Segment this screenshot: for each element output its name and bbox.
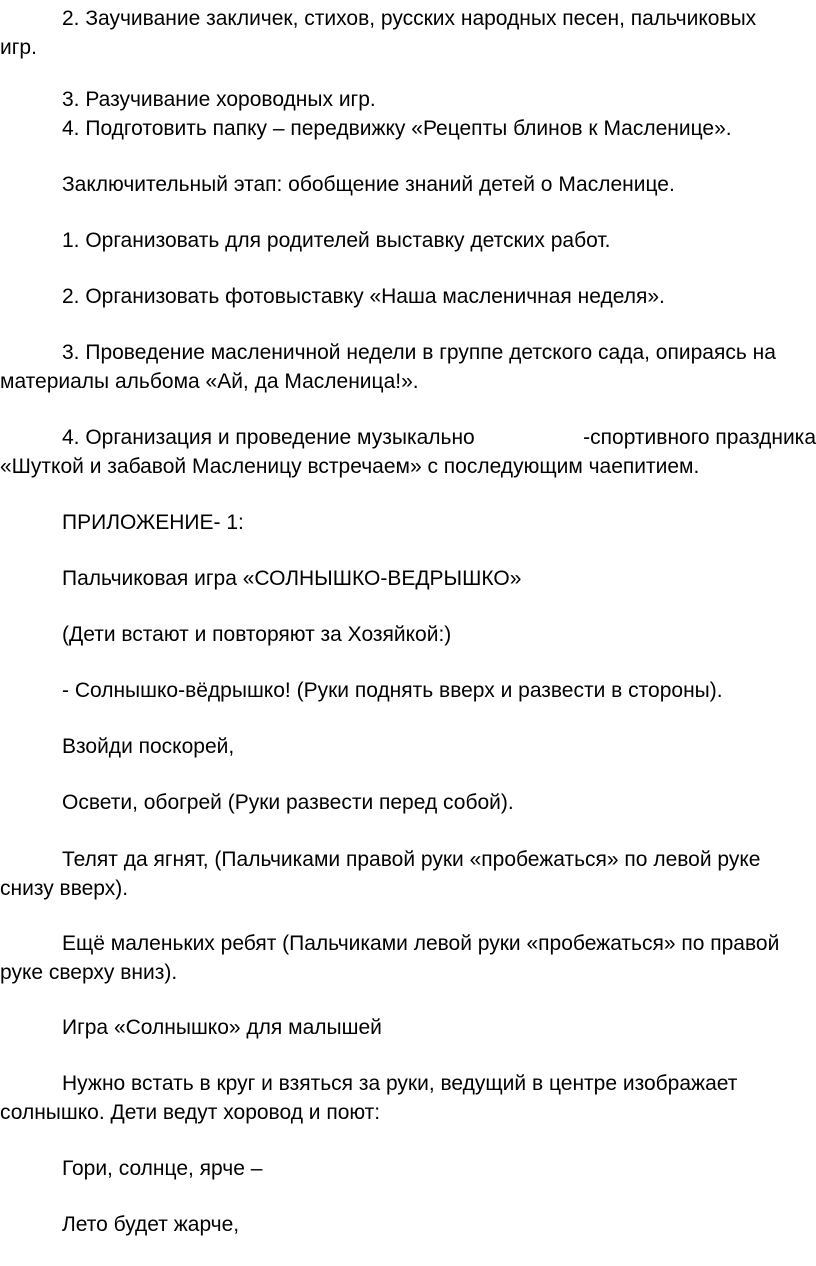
- paragraph-line: 4. Подготовить папку – передвижку «Рецепты блинов к Масленице».: [62, 117, 732, 140]
- paragraph-fragment: -спортивного праздника: [583, 426, 816, 449]
- paragraph-line: Пальчиковая игра «СОЛНЫШКО-ВЕДРЫШКО»: [62, 567, 522, 590]
- game-title: [0, 1013, 816, 1042]
- paragraph-folder-recipes: [0, 114, 816, 143]
- paragraph-round-dance-games: [0, 85, 816, 114]
- paragraph-line: Взойди поскорей,: [62, 735, 235, 758]
- paragraph-line: - Солнышко-вёдрышко! (Руки поднять вверх и развести в стороны).: [62, 679, 723, 702]
- poem-line: [0, 788, 816, 817]
- paragraph-line: 1. Организовать для родителей выставку детских работ.: [62, 229, 611, 252]
- paragraph-line: Ещё маленьких ребят (Пальчиками левой руки «пробежаться» по правой: [62, 932, 780, 955]
- paragraph-maslenitsa-week: [0, 338, 816, 396]
- paragraph-game-description: [0, 1069, 816, 1127]
- paragraph-line: ПРИЛОЖЕНИЕ- 1:: [62, 511, 244, 534]
- song-line: [0, 1154, 816, 1183]
- poem-line: [0, 929, 816, 987]
- finger-game-title: [0, 564, 816, 593]
- paragraph-line: Освети, обогрей (Руки развести перед собой).: [62, 791, 514, 814]
- paragraph-fragment: 4. Организация и проведение музыкально: [62, 426, 475, 449]
- paragraph-line: материалы альбома «Ай, да Масленица!».: [0, 370, 419, 393]
- paragraph-line: Игра «Солнышко» для малышей: [62, 1016, 382, 1039]
- poem-line: [0, 845, 816, 903]
- paragraph-line: солнышко. Дети ведут хоровод и поют:: [0, 1101, 381, 1124]
- paragraph-line: игр.: [0, 36, 37, 59]
- paragraph-line: «Шуткой и забавой Масленицу встречаем» с последующим чаепитием.: [0, 455, 700, 478]
- paragraph-sports-festival: [0, 423, 816, 481]
- paragraph-photo-exhibition: [0, 282, 816, 311]
- poem-line: [0, 676, 816, 705]
- paragraph-line: 3. Разучивание хороводных игр.: [62, 88, 376, 111]
- paragraph-line: Лето будет жарче,: [62, 1213, 240, 1236]
- paragraph-line: (Дети встают и повторяют за Хозяйкой:): [62, 623, 452, 646]
- paragraph-line: Заключительный этап: обобщение знаний детей о Масленице.: [62, 173, 675, 196]
- paragraph-line: Телят да ягнят, (Пальчиками правой руки «пробежаться» по левой руке: [62, 848, 761, 871]
- poem-line: [0, 732, 816, 761]
- song-line: [0, 1210, 816, 1239]
- paragraph-exhibition: [0, 226, 816, 255]
- paragraph-line: 2. Заучивание закличек, стихов, русских народных песен, пальчиковых: [62, 7, 757, 30]
- paragraph-final-stage: [0, 170, 816, 199]
- paragraph-line: 3. Проведение масленичной недели в группе детского сада, опираясь на: [62, 341, 776, 364]
- paragraph-instruction: [0, 620, 816, 649]
- paragraph-line: 2. Организовать фотовыставку «Наша масленичная неделя».: [62, 285, 665, 308]
- appendix-heading: [0, 508, 816, 537]
- paragraph-line: Гори, солнце, ярче –: [62, 1157, 263, 1180]
- paragraph-line: [0, 423, 816, 452]
- paragraph-line: руке сверху вниз).: [0, 961, 178, 984]
- paragraph-line: Нужно встать в круг и взяться за руки, ведущий в центре изображает: [62, 1072, 738, 1095]
- paragraph-line: снизу вверх).: [0, 877, 129, 900]
- paragraph-memorizing: [0, 4, 816, 62]
